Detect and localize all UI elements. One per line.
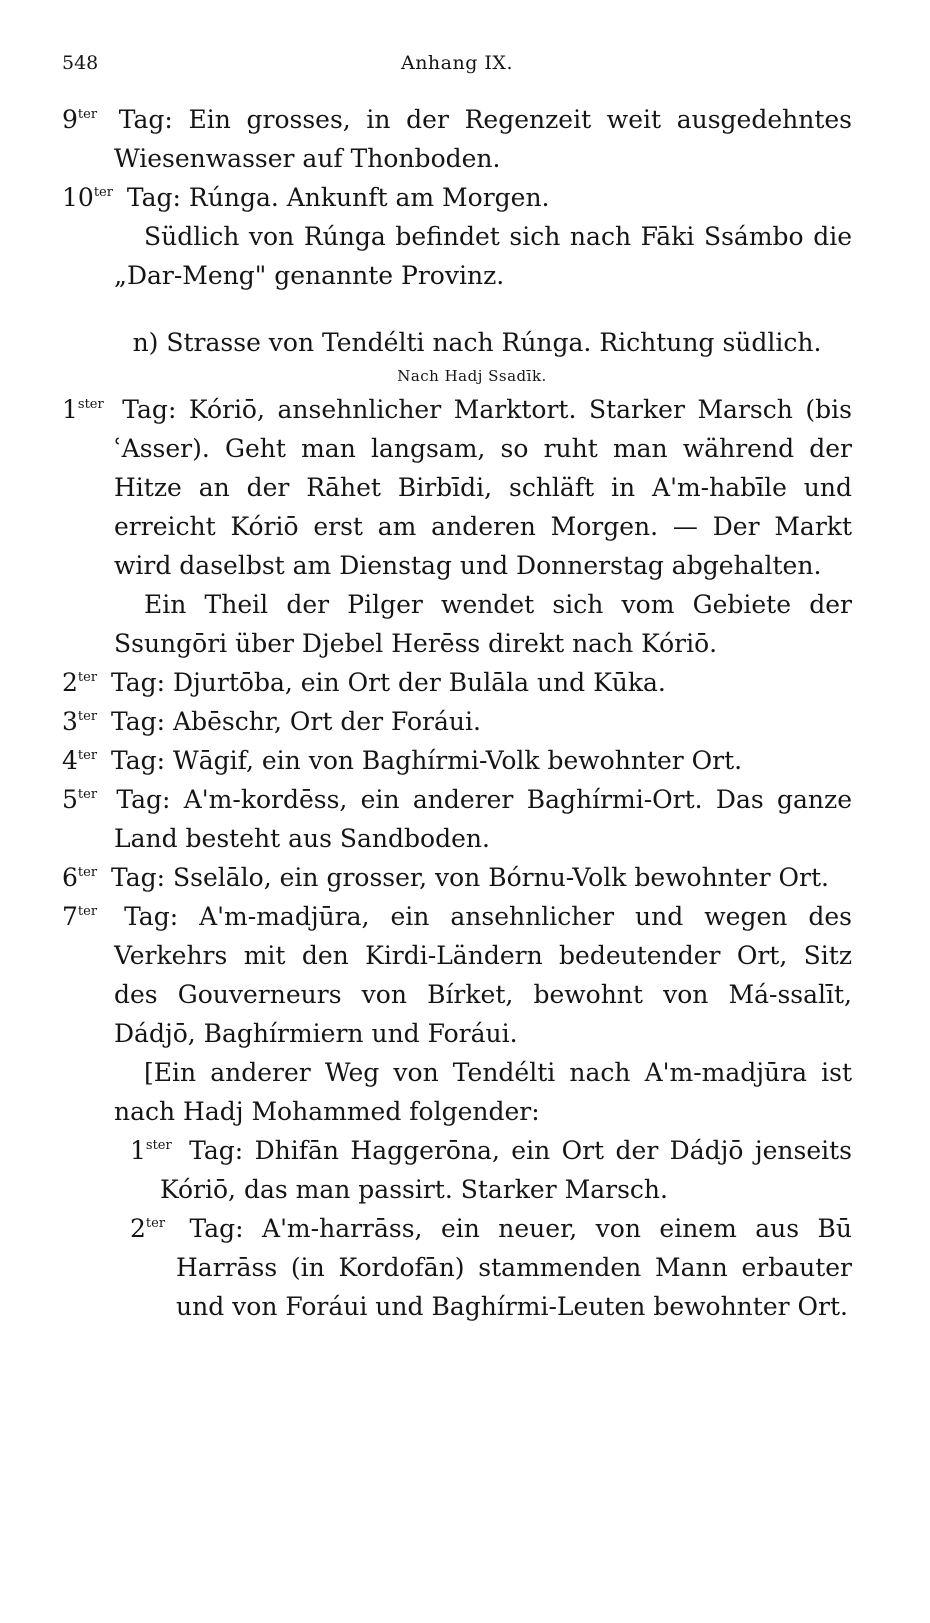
day-ordinal: $10^{ter}$ (62, 183, 113, 212)
day-ordinal: $9^{ter}$ (62, 105, 98, 134)
day-entry-2 (62, 663, 852, 702)
page-header (62, 52, 852, 82)
day-ordinal: $7^{ter}$ (62, 902, 98, 931)
day-text: Tag: Ein grosses, in der Regenzeit weit ausgedehntes Wiesenwasser auf Thonboden. (114, 105, 853, 173)
section-source: Nach Hadj Ssadīk. (397, 367, 547, 385)
day-entry-1 (62, 390, 852, 585)
day-text: Tag: A'm-harrāss, ein neuer, von einem aus Bū Harrāss (in Kordofān) stammenden Mann erbauter und von Foráui und Baghírmi-Leuten bewohnter Ort. (176, 1214, 852, 1321)
day-ordinal: $2^{ter}$ (62, 668, 98, 697)
day-ordinal: $6^{ter}$ (62, 863, 98, 892)
alternate-route-paragraph: [Ein anderer Weg von Tendélti nach A'm-madjūra ist nach Hadj Mohammed folgender: (114, 1058, 852, 1126)
day-text: Tag: Kóriō, ansehnlicher Marktort. Starker Marsch (bis ʿAsser). Geht man langsam, so ruht man während der Hitze an der Rāhet Birbīdi, schläft in A'm-habīle und erreicht Kóriō erst am anderen Morgen. — Der Markt wird daselbst am Dienstag und Donnerstag abgehalten. (114, 395, 852, 580)
page-body (0, 100, 930, 1326)
section-heading: n) Strasse von Tendélti nach Rúnga. Richtung südlich. (132, 328, 822, 357)
note-paragraph: Ein Theil der Pilger wendet sich vom Gebiete der Ssungōri über Djebel Herēss direkt nach Kóriō. (114, 590, 852, 658)
running-title: Anhang IX. (400, 52, 514, 74)
day-text: Tag: Dhifān Haggerōna, ein Ort der Dádjō jenseits Kóriō, das man passirt. Starker Marsch. (160, 1136, 852, 1204)
day-text: Tag: Djurtōba, ein Ort der Bulāla und Kūka. (111, 668, 666, 697)
day-entry-7 (62, 897, 852, 1053)
sub-day-entry-1 (114, 1131, 852, 1209)
day-entry-4 (62, 741, 852, 780)
day-entry-10 (62, 178, 852, 217)
day-ordinal: $1^{ster}$ (130, 1136, 172, 1165)
note-paragraph: Südlich von Rúnga befindet sich nach Fāki Ssámbo die „Dar-Meng" genannte Provinz. (114, 222, 852, 290)
day-text: Tag: Sselālo, ein grosser, von Bórnu-Volk bewohnter Ort. (111, 863, 829, 892)
day-entry-9 (62, 100, 852, 178)
day-text: Tag: A'm-madjūra, ein ansehnlicher und wegen des Verkehrs mit den Kirdi-Ländern bedeutender Ort, Sitz des Gouverneurs von Bírket, bewohnt von Má-ssalīt, Dádjō, Baghírmiern und Foráui. (114, 902, 852, 1048)
day-text: Tag: Wāgif, ein von Baghírmi-Volk bewohnter Ort. (111, 746, 743, 775)
day-text: Tag: A'm-kordēss, ein anderer Baghírmi-Ort. Das ganze Land besteht aus Sandboden. (114, 785, 852, 853)
day-text: Tag: Rúnga. Ankunft am Morgen. (126, 183, 550, 212)
day-ordinal: $4^{ter}$ (62, 746, 98, 775)
day-entry-3 (62, 702, 852, 741)
sub-day-entry-2 (114, 1209, 852, 1326)
day-ordinal: $5^{ter}$ (62, 785, 98, 814)
page-number: 548 (62, 52, 99, 74)
day-ordinal: $1^{ster}$ (62, 395, 104, 424)
day-entry-6 (62, 858, 852, 897)
day-ordinal: $3^{ter}$ (62, 707, 98, 736)
day-entry-5 (62, 780, 852, 858)
day-ordinal: $2^{ter}$ (130, 1214, 166, 1243)
day-text: Tag: Abēschr, Ort der Foráui. (111, 707, 481, 736)
